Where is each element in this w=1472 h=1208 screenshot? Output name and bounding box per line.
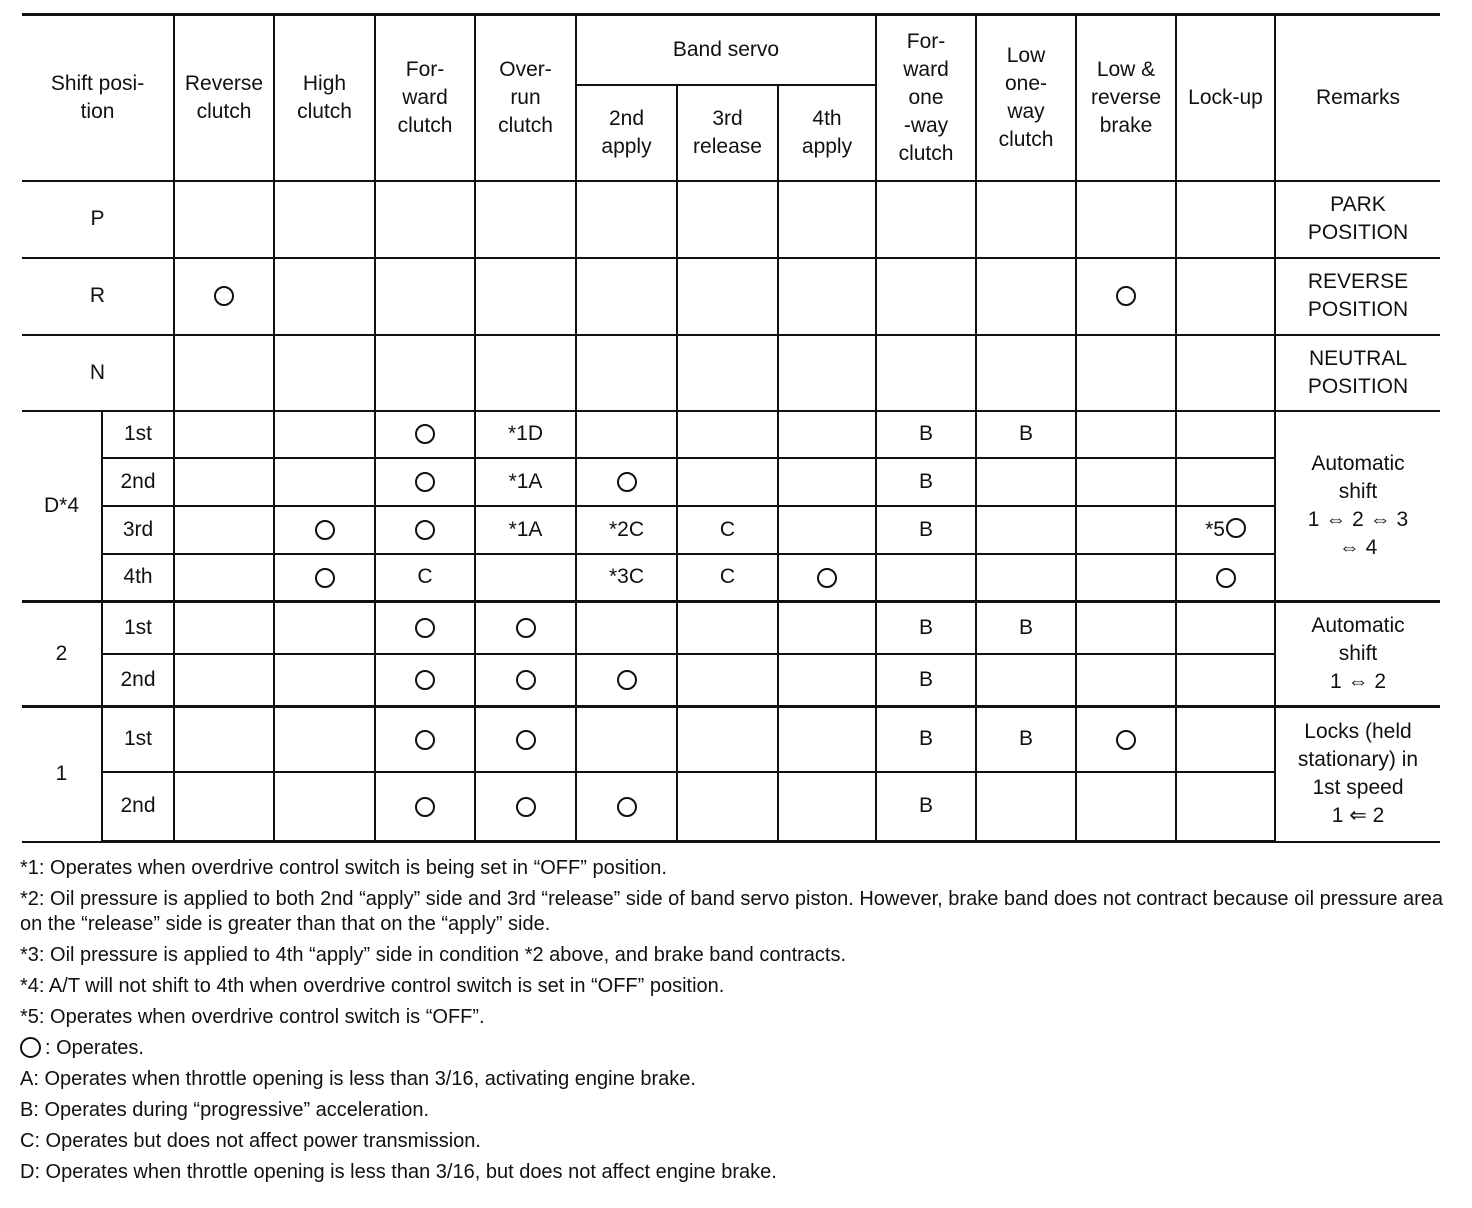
header-band-2nd-apply: 2nd apply [576, 85, 677, 181]
footnote-3: *3: Oil pressure is applied to 4th “apply” side in condition *2 above, and brake band contracts. [20, 944, 847, 966]
header-band-4th-apply: 4th apply [778, 85, 876, 181]
operates-circle-icon [516, 670, 536, 690]
cell-value: B [976, 707, 1076, 772]
shift-position-label: R [22, 258, 174, 335]
header-remarks: Remarks [1275, 15, 1440, 181]
operates-circle-icon [516, 730, 536, 750]
cell-value: *3C [576, 554, 677, 602]
row-2-2nd [22, 654, 1440, 707]
header-high-clutch: High clutch [274, 15, 375, 181]
operates-circle-icon [415, 670, 435, 690]
header-forward-clutch: For- ward clutch [375, 15, 475, 181]
header-reverse-clutch: Reverse clutch [174, 15, 274, 181]
row-d-2nd [22, 458, 1440, 506]
header-band-3rd-release: 3rd release [677, 85, 778, 181]
footnotes [20, 856, 1450, 1191]
remarks-cell: PARK POSITION [1275, 181, 1440, 258]
row-p [22, 181, 1440, 258]
shift-position-label: D*4 [22, 411, 102, 602]
operates-circle-icon [415, 424, 435, 444]
cell-value: B [876, 707, 976, 772]
gear-label: 3rd [102, 506, 174, 554]
row-r [22, 258, 1440, 335]
operates-circle-icon [415, 797, 435, 817]
header-shift-position: Shift posi- tion [22, 15, 174, 181]
remarks-cell: REVERSE POSITION [1275, 258, 1440, 335]
cell-value: *1D [475, 411, 576, 458]
operates-circle-icon [214, 286, 234, 306]
gear-label: 2nd [102, 654, 174, 707]
cell-value: B [976, 602, 1076, 654]
legend-circle-text: : Operates. [45, 1037, 144, 1059]
remarks-cell: Automatic shift 1 ⇔ 2 ⇔ 3 ⇔ 4 [1275, 411, 1440, 602]
clutch-band-chart-table [22, 13, 1440, 843]
operates-circle-icon [1216, 568, 1236, 588]
cell-value: C [677, 554, 778, 602]
header-low-one-way-clutch: Low one- way clutch [976, 15, 1076, 181]
operates-circle-icon [415, 618, 435, 638]
header-overrun-clutch: Over- run clutch [475, 15, 576, 181]
cell-value: *1A [475, 458, 576, 506]
legend-b: B: Operates during “progressive” acceleration. [20, 1099, 430, 1121]
cell-value: *1A [475, 506, 576, 554]
operates-circle-icon [516, 618, 536, 638]
gear-label: 4th [102, 554, 174, 602]
cell-value: B [876, 772, 976, 842]
cell-value: *2C [576, 506, 677, 554]
cell-value: B [876, 458, 976, 506]
legend-a: A: Operates when throttle opening is less than 3/16, activating engine brake. [20, 1068, 696, 1090]
operates-circle-icon [617, 472, 637, 492]
gear-label: 1st [102, 602, 174, 654]
operates-circle-icon [617, 670, 637, 690]
cell-value: B [876, 654, 976, 707]
header-low-reverse-brake: Low & reverse brake [1076, 15, 1176, 181]
operates-circle-icon [1226, 518, 1246, 538]
operates-circle-icon [315, 568, 335, 588]
cell-value: B [876, 506, 976, 554]
legend-circle [20, 1036, 1450, 1061]
operates-circle-icon [817, 568, 837, 588]
cell-value: B [876, 602, 976, 654]
cell-value: C [375, 554, 475, 602]
header-forward-one-way-clutch: For- ward one -way clutch [876, 15, 976, 181]
shift-position-label: 1 [22, 707, 102, 842]
remarks-cell: Automatic shift 1 ⇔ 2 [1275, 602, 1440, 707]
header-band-servo: Band servo [576, 15, 876, 85]
footnote-mark: *5 [1205, 517, 1225, 541]
operates-circle-icon [617, 797, 637, 817]
operates-circle-icon [516, 797, 536, 817]
row-1-1st [22, 707, 1440, 772]
footnote-2: *2: Oil pressure is applied to both 2nd “apply” side and 3rd “release” side of band servo piston. However, brake band does not contract because oil pressure area on the “release” side is greater than that on the “apply” side. [20, 888, 1444, 935]
operates-circle-icon [415, 472, 435, 492]
cell-value: C [677, 506, 778, 554]
footnote-1: *1: Operates when overdrive control switch is being set in “OFF” position. [20, 857, 667, 879]
remarks-cell: NEUTRAL POSITION [1275, 335, 1440, 411]
shift-position-label: P [22, 181, 174, 258]
footnote-5: *5: Operates when overdrive control switch is “OFF”. [20, 1006, 485, 1028]
row-2-1st [22, 602, 1440, 654]
row-d-4th [22, 554, 1440, 602]
legend-d: D: Operates when throttle opening is less than 3/16, but does not affect engine brake. [20, 1161, 777, 1183]
shift-position-label: N [22, 335, 174, 411]
operates-circle-icon [315, 520, 335, 540]
row-d-3rd [22, 506, 1440, 554]
row-1-2nd [22, 772, 1440, 842]
footnote-4: *4: A/T will not shift to 4th when overdrive control switch is set in “OFF” position. [20, 975, 725, 997]
row-d-1st [22, 411, 1440, 458]
header-lock-up: Lock-up [1176, 15, 1275, 181]
row-n [22, 335, 1440, 411]
operates-circle-icon [20, 1037, 41, 1058]
operates-circle-icon [1116, 730, 1136, 750]
gear-label: 1st [102, 411, 174, 458]
operates-circle-icon [1116, 286, 1136, 306]
gear-label: 2nd [102, 772, 174, 842]
operates-circle-icon [415, 730, 435, 750]
shift-position-label: 2 [22, 602, 102, 707]
cell-value: B [976, 411, 1076, 458]
operates-circle-icon [415, 520, 435, 540]
remarks-cell: Locks (held stationary) in 1st speed 1 ⇐ 2 [1275, 707, 1440, 842]
legend-c: C: Operates but does not affect power transmission. [20, 1130, 481, 1152]
gear-label: 1st [102, 707, 174, 772]
lockup-cell [1176, 506, 1275, 554]
cell-value: B [876, 411, 976, 458]
gear-label: 2nd [102, 458, 174, 506]
